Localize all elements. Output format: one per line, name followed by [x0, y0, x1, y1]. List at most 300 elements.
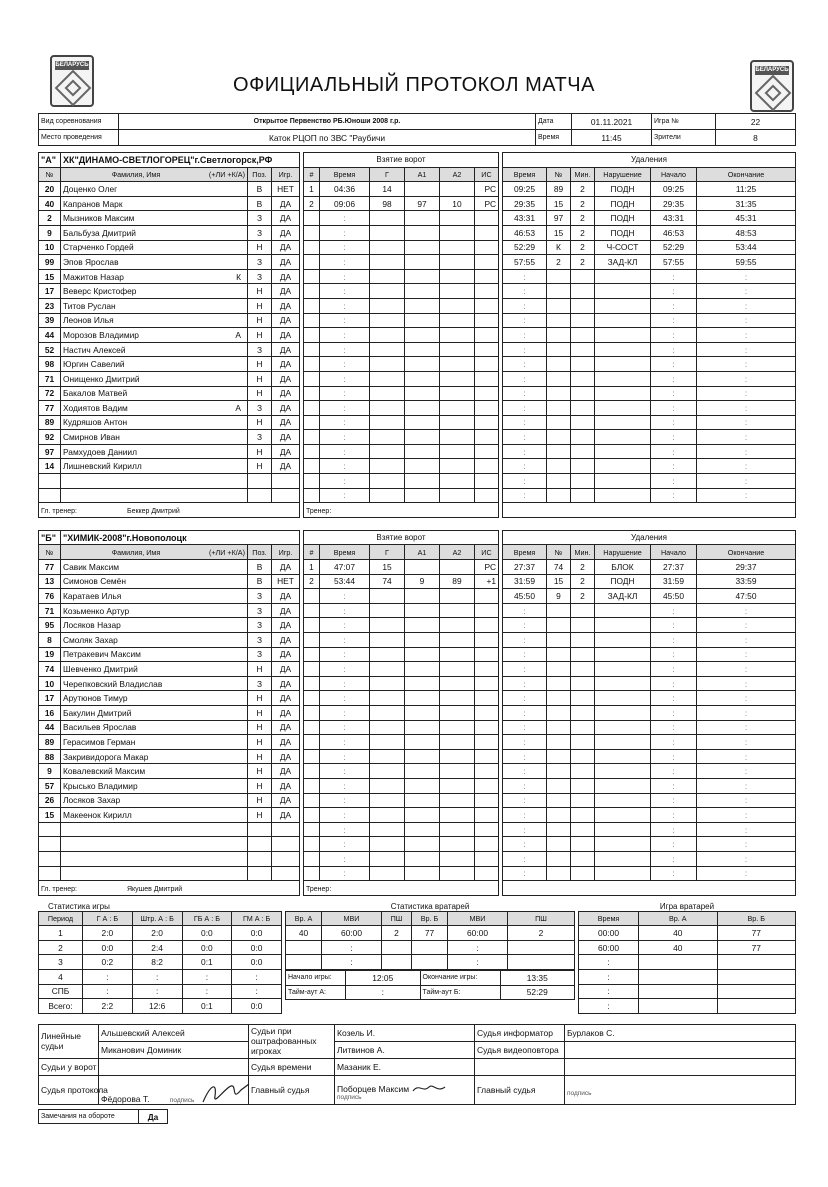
table-row: [39, 633, 300, 648]
player-name: Доценко Олег: [63, 183, 118, 194]
empty-cell: [571, 386, 595, 401]
player-name-cell: [61, 764, 248, 779]
empty-cell: [595, 676, 651, 691]
table-row: [304, 618, 499, 633]
player-name: Рамхудоев Даниил: [63, 446, 137, 457]
goal-a2: 10: [439, 196, 474, 211]
player-pos: Н: [247, 284, 271, 299]
time-placeholder: :: [503, 793, 547, 808]
column-header: Вр. Б: [717, 911, 796, 926]
empty-cell: [370, 313, 405, 328]
table-row: [304, 574, 499, 589]
player-name-cell: [61, 633, 248, 648]
player-number: 17: [39, 691, 61, 706]
player-number: 16: [39, 705, 61, 720]
penalty-min: 2: [571, 240, 595, 255]
table-cell: 77: [717, 940, 796, 955]
empty-cell: [370, 401, 405, 416]
player-name-cell: [61, 444, 248, 459]
player-role: А: [235, 402, 241, 413]
time-placeholder: :: [697, 793, 796, 808]
goals-header-a2: А2: [439, 545, 474, 560]
penalty-inf: ПОДН: [595, 574, 651, 589]
empty-cell: [370, 225, 405, 240]
table-row: [39, 313, 300, 328]
table-row: [39, 342, 300, 357]
empty-cell: [474, 837, 498, 852]
empty-cell: [370, 851, 405, 866]
empty-cell: [571, 705, 595, 720]
table-row: [503, 705, 796, 720]
empty-cell: [571, 459, 595, 474]
time-placeholder: :: [320, 401, 370, 416]
table-row: [39, 444, 300, 459]
player-number: 77: [39, 560, 61, 575]
referee-sign-label: подпись: [337, 1094, 362, 1102]
player-pos: Н: [247, 313, 271, 328]
head-referee-cell: [565, 1075, 796, 1104]
trainer-label: Тренер:: [306, 508, 332, 516]
player-number: 95: [39, 618, 61, 633]
empty-cell: [547, 284, 571, 299]
player-played: НЕТ: [271, 574, 299, 589]
end-value: 13:35: [500, 971, 575, 986]
table-cell: Всего:: [39, 999, 83, 1014]
empty-cell: [304, 589, 320, 604]
table-cell: 8:2: [132, 955, 182, 970]
empty-cell: [304, 647, 320, 662]
empty-cell: [503, 503, 796, 518]
time-placeholder: :: [320, 386, 370, 401]
goalie-play-title: Игра вратарей: [659, 901, 715, 911]
table-row: [304, 764, 499, 779]
video-label: Судья видеоповтора: [475, 1041, 565, 1058]
player-number: 88: [39, 749, 61, 764]
player-name: Крысько Владимир: [63, 780, 138, 791]
table-row: [503, 255, 796, 270]
player-pos: З: [247, 647, 271, 662]
table-row: [304, 298, 499, 313]
time-placeholder: :: [651, 793, 697, 808]
penalty-start: 52:29: [651, 240, 697, 255]
empty-cell: [474, 676, 498, 691]
time-placeholder: :: [320, 313, 370, 328]
player-name: Мажитов Назар: [63, 271, 124, 282]
time-placeholder: :: [651, 662, 697, 677]
time-placeholder: :: [320, 764, 370, 779]
empty-cell: [439, 269, 474, 284]
time-placeholder: :: [651, 808, 697, 823]
table-row: [39, 284, 300, 299]
player-pos: Н: [247, 691, 271, 706]
time-placeholder: :: [320, 328, 370, 343]
goals-title: Взятие ворот: [304, 153, 499, 168]
table-row: [503, 735, 796, 750]
time-placeholder: :: [697, 808, 796, 823]
player-number: 44: [39, 328, 61, 343]
goalie-play: [578, 902, 796, 1014]
empty-cell: [304, 749, 320, 764]
empty-cell: [474, 705, 498, 720]
goal-time: 47:07: [320, 560, 370, 575]
table-row: [39, 822, 300, 837]
penalty-start: 31:59: [651, 574, 697, 589]
empty-cell: [370, 284, 405, 299]
table-cell: 60:00: [448, 926, 508, 941]
penalty-end: 33:59: [697, 574, 796, 589]
no-header: №: [39, 167, 61, 182]
team-b-penalties: [502, 530, 796, 896]
table-row: [304, 444, 499, 459]
table-row: [39, 401, 300, 416]
time-placeholder: :: [503, 735, 547, 750]
player-played: ДА: [271, 240, 299, 255]
empty-cell: [439, 357, 474, 372]
player-name: Симонов Семён: [63, 576, 126, 587]
table-cell: 60:00: [579, 940, 639, 955]
table-row: [39, 211, 300, 226]
empty-cell: [404, 240, 439, 255]
officials-table: [38, 1024, 796, 1105]
time-placeholder: :: [651, 357, 697, 372]
table-cell: [717, 970, 796, 985]
logo-label: БЕЛАРУСЬ: [755, 67, 789, 73]
player-name: Бальбуза Дмитрий: [63, 227, 136, 238]
table-row: [304, 284, 499, 299]
table-row: [304, 196, 499, 211]
empty-cell: [404, 778, 439, 793]
scorer-sign-label: подпись: [169, 1096, 195, 1104]
table-cell: :: [83, 970, 133, 985]
empty-cell: [571, 851, 595, 866]
empty-cell: [39, 488, 61, 503]
empty-cell: [474, 269, 498, 284]
empty-cell: [571, 371, 595, 386]
time-placeholder: :: [697, 676, 796, 691]
team-name: "ХИМИК-2008"г.Новополоцк: [61, 530, 300, 545]
table-row: [39, 386, 300, 401]
time-placeholder: :: [503, 749, 547, 764]
empty-cell: [474, 225, 498, 240]
table-row: [39, 705, 300, 720]
player-name-cell: [61, 735, 248, 750]
time-placeholder: :: [503, 401, 547, 416]
empty-cell: [439, 225, 474, 240]
player-number: 57: [39, 778, 61, 793]
time-placeholder: :: [320, 459, 370, 474]
table-row: [503, 444, 796, 459]
time-placeholder: :: [651, 822, 697, 837]
table-row: [579, 984, 796, 999]
table-row: [39, 618, 300, 633]
empty-cell: [370, 749, 405, 764]
player-pos: З: [247, 589, 271, 604]
player-name-cell: [61, 603, 248, 618]
player-pos: З: [247, 342, 271, 357]
empty-cell: [439, 386, 474, 401]
time-placeholder: :: [651, 603, 697, 618]
time-placeholder: :: [651, 459, 697, 474]
empty-cell: [439, 444, 474, 459]
penalty-inf: ПОДН: [595, 225, 651, 240]
table-row: [579, 940, 796, 955]
time-placeholder: :: [697, 822, 796, 837]
table-cell: 4: [39, 970, 83, 985]
empty-cell: [304, 401, 320, 416]
empty-cell: [547, 342, 571, 357]
goal-is: +1: [474, 574, 498, 589]
table-cell: :: [448, 955, 508, 970]
table-row: [39, 474, 300, 489]
empty-cell: [370, 211, 405, 226]
table-row: [503, 357, 796, 372]
time-placeholder: :: [503, 618, 547, 633]
player-pos: З: [247, 255, 271, 270]
player-number: 39: [39, 313, 61, 328]
empty-cell: [304, 603, 320, 618]
video-value: [565, 1041, 796, 1058]
empty-cell: [547, 298, 571, 313]
empty-cell: [370, 298, 405, 313]
table-row: [39, 970, 282, 985]
game-times-table: [285, 970, 575, 1000]
empty-cell: [370, 720, 405, 735]
player-played: ДА: [271, 284, 299, 299]
player-number: 92: [39, 430, 61, 445]
goals-header-num: #: [304, 545, 320, 560]
time-placeholder: :: [697, 866, 796, 881]
table-row: [304, 822, 499, 837]
table-cell: :: [83, 984, 133, 999]
player-played: ДА: [271, 764, 299, 779]
remarks-value: Да: [139, 1109, 168, 1124]
table-row: [39, 647, 300, 662]
time-placeholder: :: [320, 851, 370, 866]
empty-cell: [474, 298, 498, 313]
empty-cell: [370, 735, 405, 750]
time-placeholder: :: [697, 313, 796, 328]
table-row: [304, 793, 499, 808]
player-played: ДА: [271, 196, 299, 211]
empty-cell: [547, 415, 571, 430]
empty-cell: [571, 313, 595, 328]
time-placeholder: :: [503, 822, 547, 837]
player-pos: Н: [247, 240, 271, 255]
player-name: Лишневский Кирилл: [63, 461, 142, 472]
player-name-cell: [61, 415, 248, 430]
empty-cell: [571, 269, 595, 284]
time-placeholder: :: [320, 603, 370, 618]
player-name: Настич Алексей: [63, 344, 126, 355]
empty-cell: [439, 459, 474, 474]
table-row: [304, 401, 499, 416]
time-placeholder: :: [503, 328, 547, 343]
empty-cell: [304, 691, 320, 706]
table-row: [503, 371, 796, 386]
timekeeper-value: Мазаник Е.: [335, 1058, 475, 1075]
empty-cell: [595, 705, 651, 720]
empty-cell: [595, 401, 651, 416]
time-placeholder: :: [503, 705, 547, 720]
table-row: [39, 196, 300, 211]
empty-cell: [439, 313, 474, 328]
time-placeholder: :: [697, 284, 796, 299]
empty-cell: [595, 851, 651, 866]
player-played: ДА: [271, 444, 299, 459]
goal-num: 2: [304, 574, 320, 589]
time-placeholder: :: [651, 284, 697, 299]
time-placeholder: :: [320, 837, 370, 852]
penalty-min: 2: [571, 560, 595, 575]
informer-value: Бурлаков С.: [565, 1024, 796, 1041]
time-placeholder: :: [697, 269, 796, 284]
table-row: [39, 240, 300, 255]
empty-cell: [39, 837, 61, 852]
table-cell: :: [322, 955, 382, 970]
table-row: [39, 778, 300, 793]
time-placeholder: :: [320, 735, 370, 750]
empty-cell: [571, 284, 595, 299]
player-played: НЕТ: [271, 182, 299, 197]
penalty-min: 2: [571, 225, 595, 240]
table-row: [304, 749, 499, 764]
player-name: Герасимов Герман: [63, 736, 136, 747]
time-placeholder: :: [320, 720, 370, 735]
empty-cell: [595, 603, 651, 618]
player-name-cell: [61, 328, 248, 343]
empty-cell: [595, 357, 651, 372]
table-row: [39, 749, 300, 764]
scorer-label: Судья протокола: [39, 1075, 99, 1104]
player-number: 14: [39, 459, 61, 474]
empty-cell: [404, 415, 439, 430]
player-name: Кудряшов Антон: [63, 417, 128, 428]
player-name-cell: [61, 808, 248, 823]
empty-cell: [474, 735, 498, 750]
table-row: [304, 415, 499, 430]
empty-cell: [595, 822, 651, 837]
time-placeholder: :: [503, 284, 547, 299]
table-cell: 0:0: [182, 940, 232, 955]
empty-cell: [474, 342, 498, 357]
empty-cell: [370, 444, 405, 459]
player-name-cell: [61, 618, 248, 633]
table-cell: 0:0: [232, 999, 282, 1014]
empty-cell: [370, 328, 405, 343]
empty-cell: [304, 633, 320, 648]
player-name-cell: [61, 371, 248, 386]
empty-cell: [304, 225, 320, 240]
column-header: МВИ: [322, 911, 382, 926]
empty-cell: [370, 662, 405, 677]
table-cell: :: [232, 970, 282, 985]
column-header: Штр. А : Б: [132, 911, 182, 926]
table-row: [304, 211, 499, 226]
player-played: ДА: [271, 415, 299, 430]
table-row: [304, 705, 499, 720]
player-number: 23: [39, 298, 61, 313]
player-number: 10: [39, 676, 61, 691]
empty-cell: [474, 444, 498, 459]
table-row: [304, 313, 499, 328]
empty-cell: [474, 633, 498, 648]
penalties-header-start: Начало: [651, 545, 697, 560]
goal-g: 98: [370, 196, 405, 211]
table-cell: [382, 955, 412, 970]
empty-cell: [404, 633, 439, 648]
time-placeholder: :: [320, 415, 370, 430]
player-name: Закривидорога Макар: [63, 751, 149, 762]
time-placeholder: :: [651, 401, 697, 416]
table-row: [503, 328, 796, 343]
player-number: 77: [39, 401, 61, 416]
table-cell: 2: [508, 926, 575, 941]
player-played: ДА: [271, 676, 299, 691]
empty-cell: [404, 474, 439, 489]
team-b-goals: [303, 530, 499, 896]
table-cell: [639, 984, 718, 999]
empty-cell: [547, 691, 571, 706]
player-number: 52: [39, 342, 61, 357]
empty-cell: [547, 793, 571, 808]
table-row: [503, 793, 796, 808]
player-pos: З: [247, 633, 271, 648]
empty-cell: [61, 488, 248, 503]
player-played: ДА: [271, 691, 299, 706]
player-played: ДА: [271, 633, 299, 648]
table-row: [304, 488, 499, 503]
empty-cell: [439, 749, 474, 764]
empty-cell: [547, 401, 571, 416]
goals-header-time: Время: [320, 167, 370, 182]
penalties-header-no: №: [547, 545, 571, 560]
player-pos: З: [247, 211, 271, 226]
empty-cell: [547, 778, 571, 793]
goal-a2: 89: [439, 574, 474, 589]
player-name-cell: [61, 211, 248, 226]
penalty-end: 31:35: [697, 196, 796, 211]
penalty-end: 59:55: [697, 255, 796, 270]
coach-value: Якушев Дмитрий: [126, 885, 183, 893]
empty-cell: [370, 371, 405, 386]
empty-cell: [247, 866, 271, 881]
empty-cell: [61, 851, 248, 866]
player-played: ДА: [271, 342, 299, 357]
column-header: Г А : Б: [83, 911, 133, 926]
table-row: [503, 240, 796, 255]
trainer-label: Тренер:: [306, 885, 332, 893]
player-name: Васильев Ярослав: [63, 722, 137, 733]
spectators-label: Зрители: [652, 130, 716, 146]
table-row: [503, 822, 796, 837]
player-pos: Н: [247, 662, 271, 677]
time-placeholder: :: [697, 415, 796, 430]
game-stats-title: Статистика игры: [48, 901, 110, 911]
linesman-1: Альшевский Алексей: [99, 1024, 249, 1041]
empty-cell: [404, 430, 439, 445]
penalty-time: 31:59: [503, 574, 547, 589]
table-row: [39, 430, 300, 445]
player-played: ДА: [271, 778, 299, 793]
name-header: [61, 545, 248, 560]
time-placeholder: :: [651, 837, 697, 852]
penalty-start: 09:25: [651, 182, 697, 197]
time-placeholder: :: [320, 749, 370, 764]
empty-cell: [304, 866, 320, 881]
time-placeholder: :: [697, 371, 796, 386]
table-row: [39, 662, 300, 677]
table-row: [503, 574, 796, 589]
